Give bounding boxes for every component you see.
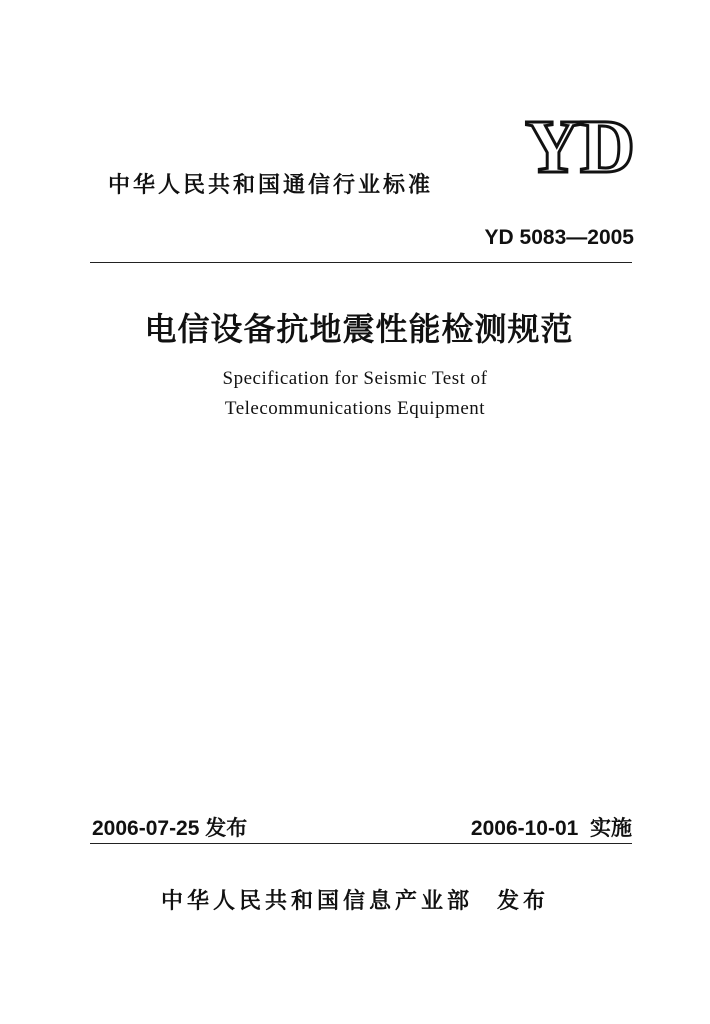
logo-text: YD [525,112,635,180]
english-title-line-1: Specification for Seismic Test of [222,368,488,389]
chinese-title: 电信设备抗地震性能检测规范 [144,310,574,348]
issue-date: 2006-07-25 发布 [92,817,248,840]
yd-logo [520,112,640,180]
standard-number: YD 5083—2005 [484,226,634,249]
implementation-date: 2006-10-01 实施 [470,817,632,840]
bottom-divider [90,843,632,844]
issuer-department: 中华人民共和国信息产业部 [160,889,473,914]
english-title-line-2: Telecommunications Equipment [224,398,486,419]
standard-category: 中华人民共和国通信行业标准 [108,173,434,198]
top-divider [90,262,632,263]
issuer-action: 发布 [497,889,550,914]
issuer-line [0,884,710,915]
